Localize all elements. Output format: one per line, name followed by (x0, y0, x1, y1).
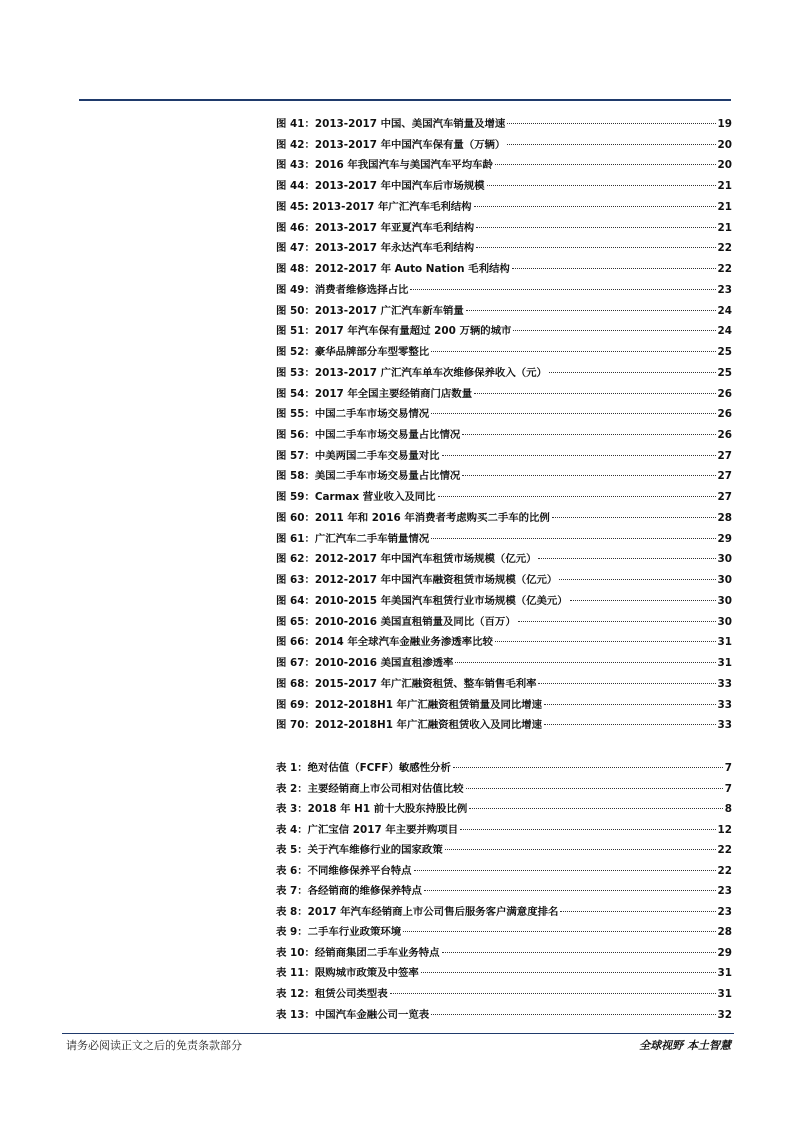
toc-entry-title: 图 53：2013-2017 广汇汽车单车次维修保养收入（元） (276, 366, 547, 379)
dot-leader (442, 455, 716, 456)
figure-toc-entry[interactable] (276, 653, 732, 674)
toc-page-number: 7 (724, 782, 732, 795)
toc-page-number: 32 (717, 1008, 732, 1021)
dot-leader (445, 849, 716, 850)
toc-page-number: 27 (717, 470, 732, 483)
footer-slogan: 全球视野 本土智慧 (639, 1039, 731, 1052)
figure-toc-entry[interactable] (276, 446, 732, 467)
toc-entry-title: 图 43：2016 年我国汽车与美国汽车平均车龄 (276, 159, 493, 172)
toc-page-number: 21 (717, 180, 732, 193)
figure-toc-entry[interactable] (276, 321, 732, 342)
figure-toc-entry[interactable] (276, 301, 732, 322)
dot-leader (466, 310, 716, 311)
table-toc-entry[interactable] (276, 1005, 732, 1026)
figure-toc-entry[interactable] (276, 674, 732, 695)
toc-page-number: 22 (717, 864, 732, 877)
figure-toc-entry[interactable] (276, 404, 732, 425)
table-toc-entry[interactable] (276, 922, 732, 943)
toc-page-number: 23 (717, 283, 732, 296)
dot-leader (544, 724, 716, 725)
toc-entry-title: 图 62：2012-2017 年中国汽车租赁市场规模（亿元） (276, 553, 537, 566)
toc-page-number: 22 (717, 242, 732, 255)
toc-entry-title: 表 8：2017 年汽车经销商上市公司售后服务客户满意度排名 (276, 905, 559, 918)
toc-page-number: 21 (717, 200, 732, 213)
figure-toc-entry[interactable] (276, 114, 732, 135)
toc-entry-title: 图 50：2013-2017 广汇汽车新车销量 (276, 304, 464, 317)
table-toc-entry[interactable] (276, 840, 732, 861)
table-toc-entry[interactable] (276, 943, 732, 964)
figure-toc-entry[interactable] (276, 280, 732, 301)
toc-entry-title: 表 10：经销商集团二手车业务特点 (276, 946, 440, 959)
toc-page-number: 20 (717, 159, 732, 172)
toc-entry-title: 表 11：限购城市政策及中签率 (276, 967, 419, 980)
toc-entry-title: 图 67：2010-2016 美国直租渗透率 (276, 657, 454, 670)
toc-page-number: 23 (717, 885, 732, 898)
table-toc-entry[interactable] (276, 984, 732, 1005)
toc-page-number: 7 (724, 762, 732, 774)
toc-entry-title: 图 51：2017 年汽车保有量超过 200 万辆的城市 (276, 325, 512, 338)
toc-page-number: 22 (717, 263, 732, 276)
toc-entry-title: 表 1：绝对估值（FCFF）敏感性分析 (276, 762, 451, 774)
figure-toc-entry[interactable] (276, 715, 732, 736)
figure-toc-entry[interactable] (276, 197, 732, 218)
dot-leader (431, 1014, 715, 1015)
toc-entry-title: 图 64：2010-2015 年美国汽车租赁行业市场规模（亿美元） (276, 594, 568, 607)
table-toc-entry[interactable] (276, 799, 732, 820)
figure-toc-entry[interactable] (276, 529, 732, 550)
toc-entry-title: 图 46：2013-2017 年亚夏汽车毛利结构 (276, 221, 475, 234)
toc-entry-title: 图 57：中美两国二手车交易量对比 (276, 449, 440, 462)
toc-entry-title: 图 49：消费者维修选择占比 (276, 283, 409, 296)
figure-toc-entry[interactable] (276, 487, 732, 508)
figure-toc-entry[interactable] (276, 508, 732, 529)
figure-toc-entry[interactable] (276, 259, 732, 280)
toc-entry-title: 图 47：2013-2017 年永达汽车毛利结构 (276, 242, 475, 255)
dot-leader (431, 351, 715, 352)
toc-page-number: 19 (717, 118, 732, 130)
dot-leader (474, 393, 715, 394)
toc-page-number: 31 (717, 657, 732, 670)
dot-leader (421, 972, 716, 973)
toc-entry-title: 图 48：2012-2017 年 Auto Nation 毛利结构 (276, 263, 510, 276)
table-toc-entry[interactable] (276, 881, 732, 902)
toc-page-number: 26 (717, 387, 732, 400)
toc-entry-title: 图 42：2013-2017 年中国汽车保有量（万辆） (276, 138, 506, 151)
footer-disclaimer: 请务必阅读正文之后的免责条款部分 (66, 1039, 242, 1052)
header-rule (79, 99, 731, 101)
table-toc-entry[interactable] (276, 779, 732, 800)
table-toc-entry[interactable] (276, 820, 732, 841)
dot-leader (474, 206, 716, 207)
dot-leader (512, 268, 716, 269)
dot-leader (462, 434, 715, 435)
toc-entry-title: 表 2：主要经销商上市公司相对估值比较 (276, 782, 464, 795)
dot-leader (438, 496, 716, 497)
toc-entry-title: 表 12：租赁公司类型表 (276, 988, 388, 1001)
dot-leader (462, 475, 715, 476)
toc-page-number: 30 (717, 553, 732, 566)
dot-leader (552, 517, 716, 518)
dot-leader (560, 911, 715, 912)
figure-toc-entry[interactable] (276, 632, 732, 653)
dot-leader (460, 829, 715, 830)
toc-page-number: 25 (717, 346, 732, 359)
dot-leader (544, 704, 716, 705)
toc-entry-title: 表 7：各经销商的维修保养特点 (276, 885, 422, 898)
dot-leader (466, 788, 723, 789)
dot-leader (495, 164, 716, 165)
toc-page-number: 25 (717, 366, 732, 379)
toc-entry-title: 图 70：2012-2018H1 年广汇融资租赁收入及同比增速 (276, 719, 543, 732)
toc-page-number: 26 (717, 408, 732, 421)
dot-leader (403, 931, 715, 932)
toc-entry-title: 图 63：2012-2017 年中国汽车融资租赁市场规模（亿元） (276, 574, 558, 587)
dot-leader (410, 289, 715, 290)
table-toc-entry[interactable] (276, 861, 732, 882)
table-toc-entry[interactable] (276, 758, 732, 779)
toc-entry-title: 图 45: 2013-2017 年广汇汽车毛利结构 (276, 200, 472, 213)
figure-toc-entry[interactable] (276, 176, 732, 197)
toc-entry-title: 表 6：不同维修保养平台特点 (276, 864, 412, 877)
dot-leader (453, 767, 723, 768)
toc-page-number: 33 (717, 719, 732, 732)
dot-leader (538, 683, 715, 684)
dot-leader (431, 413, 715, 414)
toc-entry-title: 表 13：中国汽车金融公司一览表 (276, 1008, 430, 1021)
table-toc-entry[interactable] (276, 902, 732, 923)
dot-leader (538, 558, 715, 559)
table-index (276, 758, 732, 1025)
toc-page-number: 31 (717, 988, 732, 1001)
toc-page-number: 28 (717, 926, 732, 939)
dot-leader (570, 600, 716, 601)
dot-leader (549, 372, 716, 373)
toc-page-number: 31 (717, 967, 732, 980)
toc-page-number: 22 (717, 844, 732, 857)
figure-toc-entry[interactable] (276, 363, 732, 384)
figure-toc-entry[interactable] (276, 342, 732, 363)
toc-entry-title: 图 56：中国二手车市场交易量占比情况 (276, 429, 461, 442)
toc-page-number: 27 (717, 449, 732, 462)
figure-toc-entry[interactable] (276, 155, 732, 176)
toc-page-number: 29 (717, 532, 732, 545)
table-toc-entry[interactable] (276, 963, 732, 984)
toc-entry-title: 图 58：美国二手车市场交易量占比情况 (276, 470, 461, 483)
toc-entry-title: 图 54：2017 年全国主要经销商门店数量 (276, 387, 473, 400)
toc-entry-title: 图 61：广汇汽车二手车销量情况 (276, 532, 430, 545)
toc-entry-title: 表 4：广汇宝信 2017 年主要并购项目 (276, 823, 459, 836)
toc-entry-title: 图 44：2013-2017 年中国汽车后市场规模 (276, 180, 485, 193)
toc-entry-title: 表 5：关于汽车维修行业的国家政策 (276, 844, 443, 857)
figure-toc-entry[interactable] (276, 591, 732, 612)
toc-entry-title: 图 52：豪华品牌部分车型零整比 (276, 346, 430, 359)
dot-leader (469, 808, 723, 809)
toc-page-number: 30 (717, 615, 732, 628)
dot-leader (414, 870, 716, 871)
toc-page-number: 31 (717, 636, 732, 649)
toc-entry-title: 图 68：2015-2017 年广汇融资租赁、整车销售毛利率 (276, 677, 537, 690)
dot-leader (431, 538, 715, 539)
dot-leader (513, 330, 715, 331)
dot-leader (487, 185, 716, 186)
figure-toc-entry[interactable] (276, 425, 732, 446)
figure-toc-entry[interactable] (276, 466, 732, 487)
toc-entry-title: 表 3：2018 年 H1 前十大股东持股比例 (276, 803, 468, 816)
toc-entry-title: 图 55：中国二手车市场交易情况 (276, 408, 430, 421)
dot-leader (390, 993, 716, 994)
figure-index (276, 114, 732, 736)
dot-leader (476, 247, 715, 248)
toc-entry-title: 图 59：Carmax 营业收入及同比 (276, 491, 436, 504)
dot-leader (495, 641, 716, 642)
toc-page-number: 30 (717, 594, 732, 607)
toc-page-number: 24 (717, 325, 732, 338)
figure-toc-entry[interactable] (276, 570, 732, 591)
toc-page-number: 12 (717, 823, 732, 836)
dot-leader (507, 144, 715, 145)
figure-toc-entry[interactable] (276, 695, 732, 716)
toc-page-number: 33 (717, 677, 732, 690)
figure-toc-entry[interactable] (276, 384, 732, 405)
toc-entry-title: 图 69：2012-2018H1 年广汇融资租赁销量及同比增速 (276, 698, 543, 711)
figure-toc-entry[interactable] (276, 612, 732, 633)
toc-page-number: 30 (717, 574, 732, 587)
toc-page-number: 26 (717, 429, 732, 442)
toc-page-number: 23 (717, 905, 732, 918)
toc-entry-title: 表 9：二手车行业政策环境 (276, 926, 402, 939)
toc-entry-title: 图 60：2011 年和 2016 年消费者考虑购买二手车的比例 (276, 511, 550, 524)
dot-leader (559, 579, 715, 580)
toc-entry-title: 图 41：2013-2017 中国、美国汽车销量及增速 (276, 118, 506, 130)
toc-page-number: 33 (717, 698, 732, 711)
dot-leader (442, 952, 716, 953)
figure-toc-entry[interactable] (276, 238, 732, 259)
dot-leader (518, 621, 716, 622)
dot-leader (476, 227, 715, 228)
toc-page-number: 21 (717, 221, 732, 234)
toc-entry-title: 图 65：2010-2016 美国直租销量及同比（百万） (276, 615, 516, 628)
toc-page-number: 24 (717, 304, 732, 317)
toc-page-number: 29 (717, 946, 732, 959)
toc-entry-title: 图 66：2014 年全球汽车金融业务渗透率比较 (276, 636, 493, 649)
figure-toc-entry[interactable] (276, 549, 732, 570)
dot-leader (455, 662, 715, 663)
footer-rule (62, 1033, 734, 1034)
toc-page-number: 8 (724, 803, 732, 816)
toc-page-number: 20 (717, 138, 732, 151)
figure-toc-entry[interactable] (276, 135, 732, 156)
dot-leader (424, 890, 716, 891)
toc-page-number: 27 (717, 491, 732, 504)
dot-leader (507, 123, 715, 124)
figure-toc-entry[interactable] (276, 218, 732, 239)
toc-page-number: 28 (717, 511, 732, 524)
